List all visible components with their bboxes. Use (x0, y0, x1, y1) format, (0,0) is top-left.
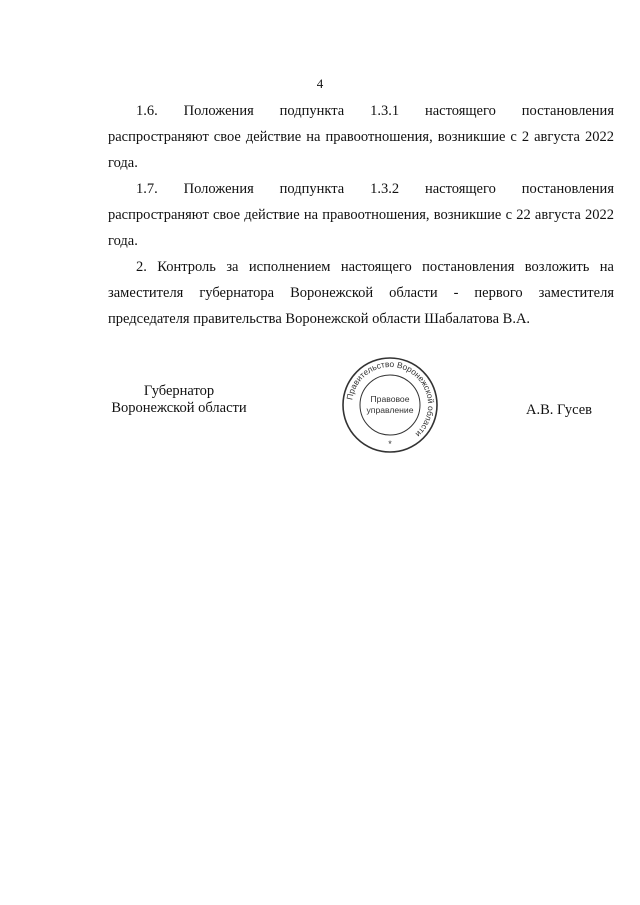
paragraph-line: председателя правительства Воронежской области Шабалатова В.А. (108, 311, 531, 327)
signature-title (104, 383, 254, 417)
paragraph-line: 2. Контроль за исполнением настоящего постановления возложить на (136, 259, 614, 275)
paragraph-line: распространяют свое действие на правоотношения, возникшие с 2 августа 2022 (108, 129, 614, 145)
paragraph-line: года. (108, 155, 138, 171)
stamp-center-line: управление (366, 405, 414, 415)
stamp-star: * (388, 439, 392, 449)
stamp-center-line: Правовое (370, 394, 410, 404)
paragraph-line: года. (108, 233, 138, 249)
page-number: 4 (316, 76, 324, 91)
paragraph-line: 1.7. Положения подпункта 1.3.2 настоящего постановления (136, 181, 614, 197)
paragraph-line: 1.6. Положения подпункта 1.3.1 настоящего постановления (136, 103, 614, 119)
stamp-ring-text: Правительство Воронежской области (344, 358, 437, 440)
paragraph-2 (108, 254, 614, 332)
paragraph-line: распространяют свое действие на правоотношения, возникшие с 22 августа 2022 (108, 207, 614, 223)
paragraph-1-6 (108, 98, 614, 176)
signatory-name: А.В. Гусев (526, 402, 592, 418)
signature-title-line: Губернатор (143, 383, 215, 399)
signature-title-line: Воронежской области (111, 400, 247, 416)
official-seal-stamp (340, 355, 440, 455)
paragraph-1-7 (108, 176, 614, 254)
paragraph-line: заместителя губернатора Воронежской области - первого заместителя (108, 285, 614, 301)
